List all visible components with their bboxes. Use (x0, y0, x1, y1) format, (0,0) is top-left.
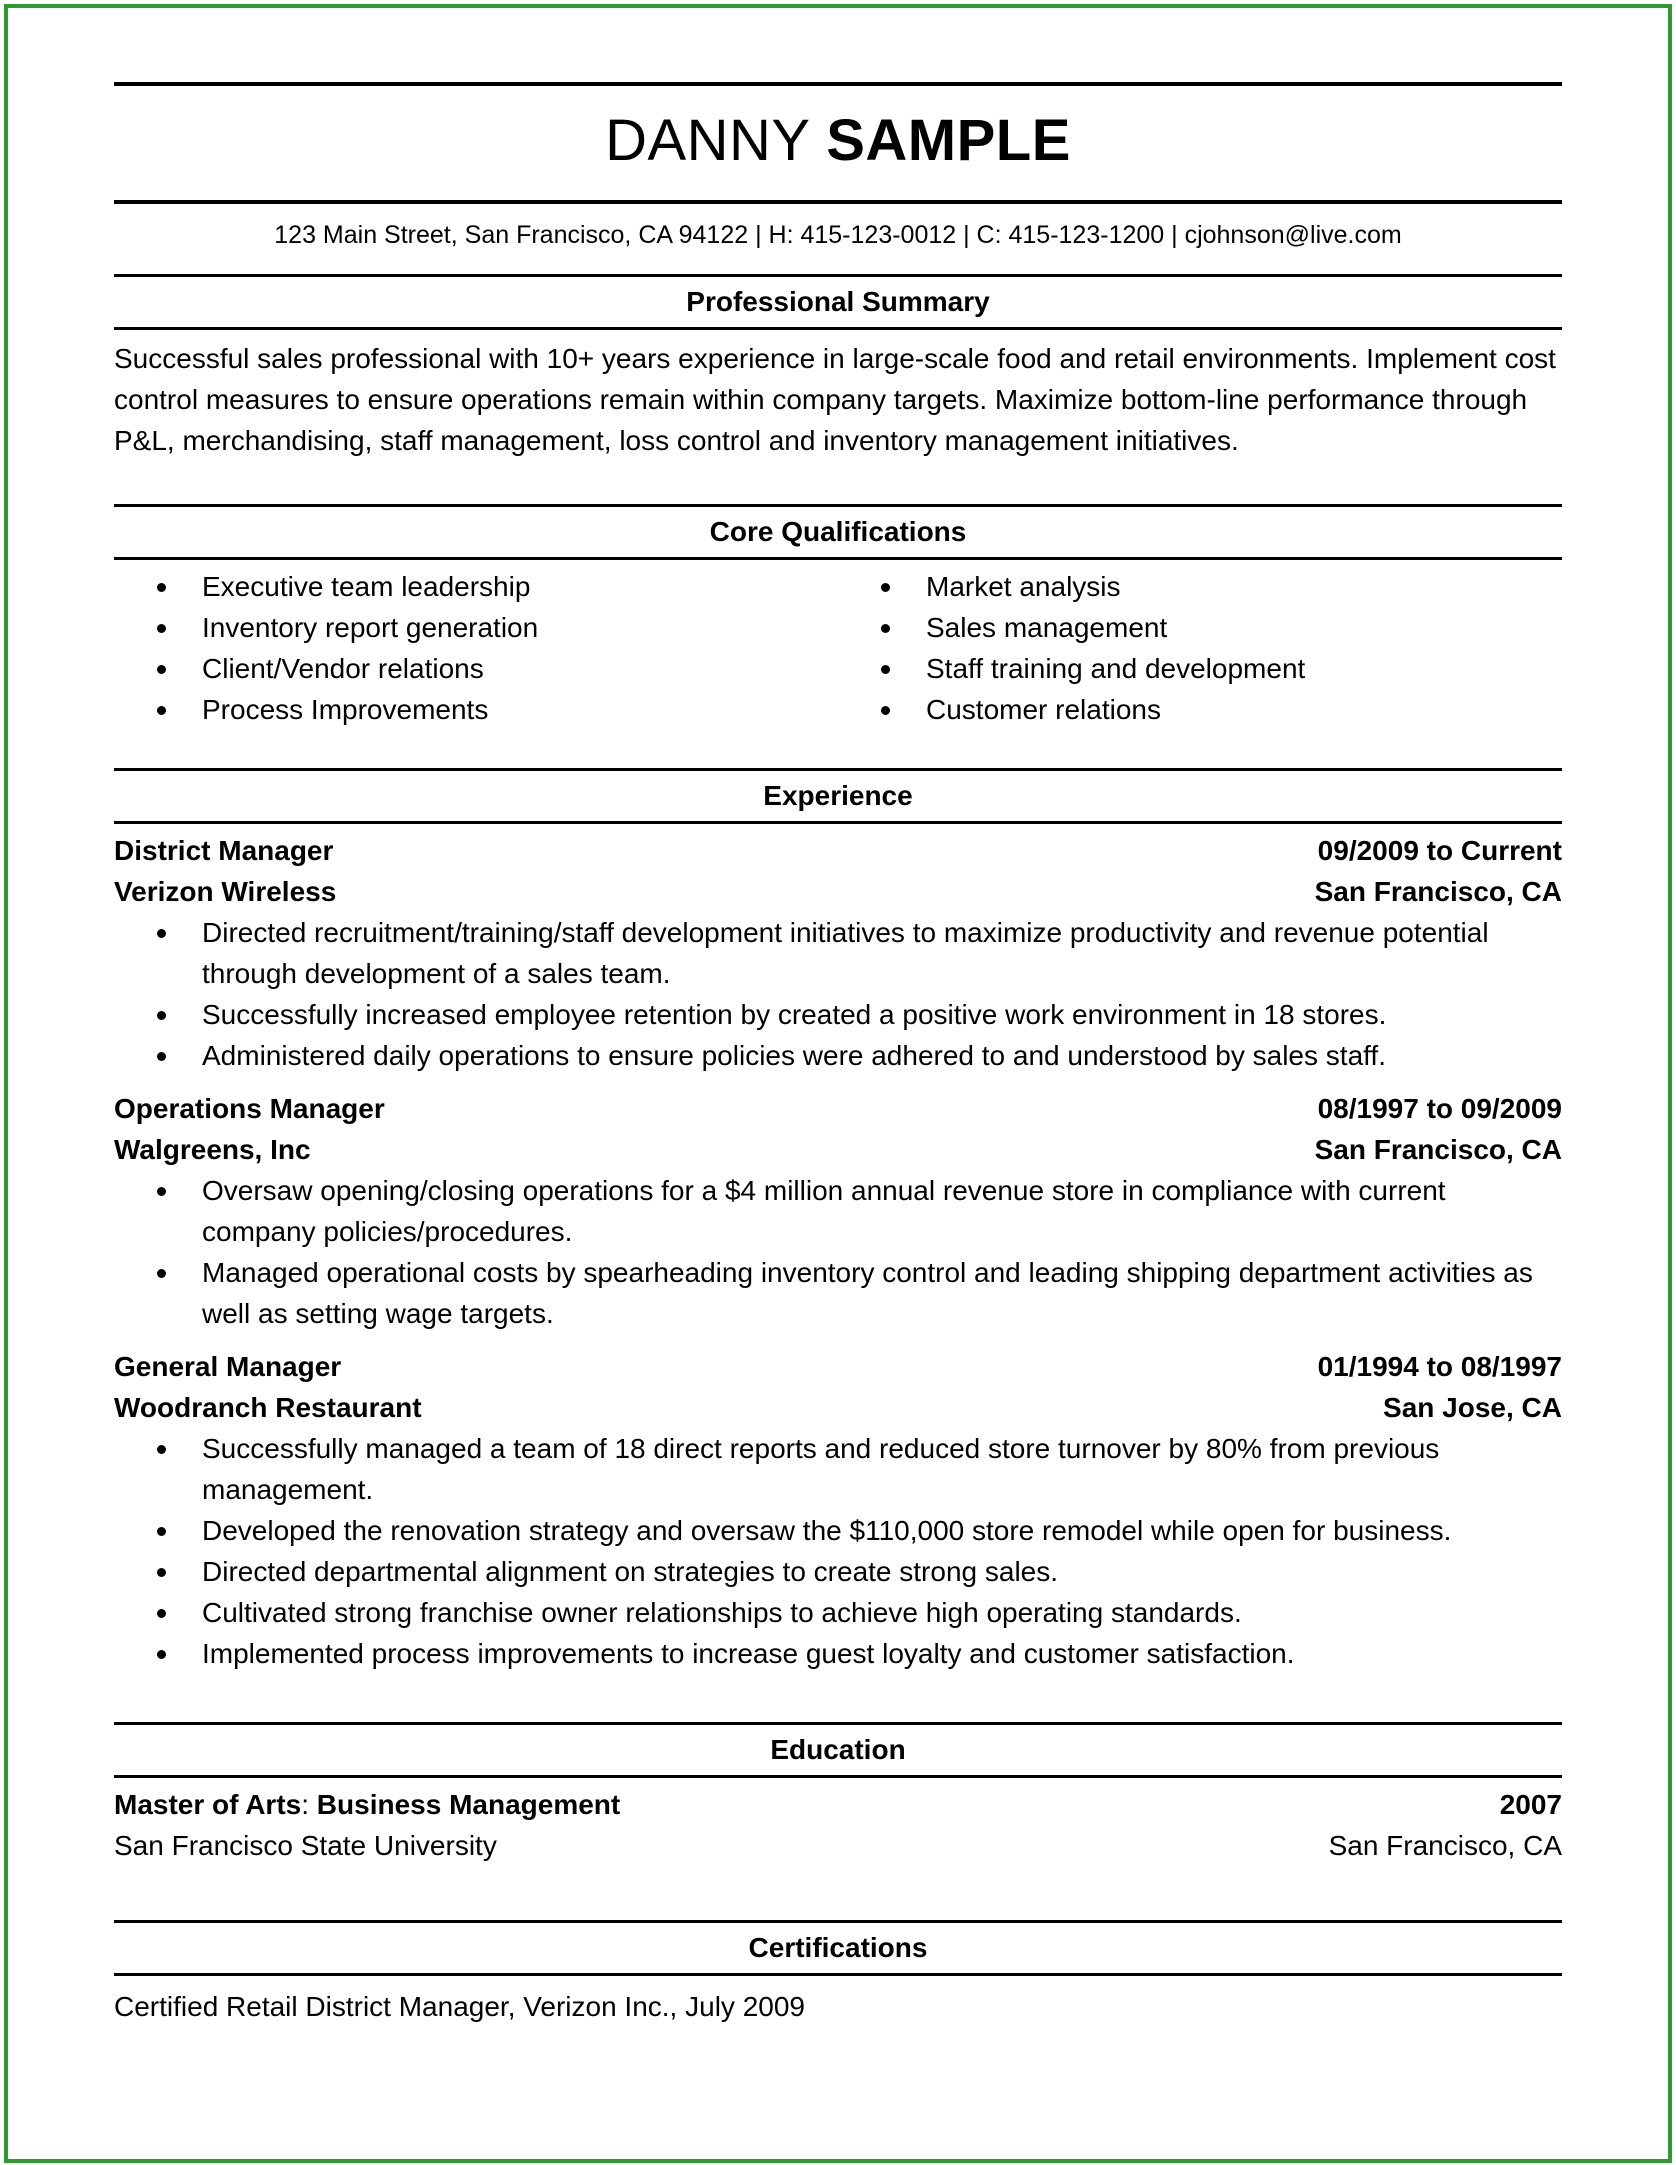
school-name: San Francisco State University (114, 1830, 497, 1861)
job-title: Operations Manager (114, 1093, 385, 1124)
job-location: San Francisco, CA (1314, 1134, 1562, 1165)
section-heading-certifications: Certifications (114, 1920, 1562, 1976)
summary-text: Successful sales professional with 10+ years experience in large-scale food and retail environments. Implement cost control measures to ensure operations remain within company targets. Maximize bottom-line performance through P&L, merchandising, staff management, loss control and inventory management initiatives. (114, 343, 1556, 456)
bullet-icon (157, 1445, 166, 1454)
bullet-icon (157, 1052, 166, 1061)
degree-separator: : (301, 1789, 310, 1820)
section-heading-summary: Professional Summary (114, 274, 1562, 330)
bullet-icon (157, 665, 166, 674)
bullet-icon (157, 624, 166, 633)
list-item: Directed departmental alignment on strategies to create strong sales. (114, 1551, 1562, 1592)
candidate-name (114, 86, 1562, 200)
bullet-icon (881, 665, 890, 674)
list-item: Market analysis (838, 566, 1562, 607)
qualifications-left (114, 566, 838, 730)
list-item: Client/Vendor relations (114, 648, 838, 689)
degree-field: Business Management (316, 1789, 621, 1820)
certification-text: Certified Retail District Manager, Verizon Inc., July 2009 (114, 1991, 805, 2022)
section-heading-experience: Experience (114, 768, 1562, 824)
qualifications-right (838, 566, 1562, 730)
list-item: Customer relations (838, 689, 1562, 730)
list-item: Managed operational costs by spearheading inventory control and leading shipping department activities as well as setting wage targets. (114, 1252, 1562, 1334)
bullet-icon (157, 1269, 166, 1278)
bullet-icon (157, 1568, 166, 1577)
job-entry (114, 1346, 1562, 1674)
graduation-year: 2007 (1499, 1789, 1562, 1820)
list-item: Implemented process improvements to increase guest loyalty and customer satisfaction. (114, 1633, 1562, 1674)
job-title: General Manager (114, 1351, 342, 1382)
bullet-icon (881, 706, 890, 715)
job-dates: 09/2009 to Current (1317, 835, 1562, 866)
job-dates: 08/1997 to 09/2009 (1317, 1093, 1562, 1124)
section-heading-qualifications: Core Qualifications (114, 504, 1562, 560)
bullet-icon (157, 1011, 166, 1020)
bullet-icon (157, 1187, 166, 1196)
degree: Master of Arts (114, 1789, 302, 1820)
list-item: Directed recruitment/training/staff development initiatives to maximize productivity and revenue potential through development of a sales team. (114, 912, 1562, 994)
list-item: Executive team leadership (114, 566, 838, 607)
section-heading-education: Education (114, 1722, 1562, 1778)
first-name: DANNY (605, 108, 810, 173)
job-company: Verizon Wireless (114, 876, 337, 907)
list-item: Process Improvements (114, 689, 838, 730)
list-item: Staff training and development (838, 648, 1562, 689)
job-entry (114, 1088, 1562, 1334)
list-item: Oversaw opening/closing operations for a $4 million annual revenue store in compliance with current company policies/procedures. (114, 1170, 1562, 1252)
job-company: Woodranch Restaurant (114, 1392, 422, 1423)
list-item: Cultivated strong franchise owner relationships to achieve high operating standards. (114, 1592, 1562, 1633)
list-item: Inventory report generation (114, 607, 838, 648)
list-item: Sales management (838, 607, 1562, 648)
bullet-icon (157, 929, 166, 938)
list-item: Administered daily operations to ensure policies were adhered to and understood by sales staff. (114, 1035, 1562, 1076)
job-title: District Manager (114, 835, 334, 866)
experience-list (114, 824, 1562, 1674)
bullet-icon (881, 583, 890, 592)
education-entry (114, 1778, 1562, 1866)
school-location: San Francisco, CA (1328, 1830, 1562, 1861)
job-location: San Francisco, CA (1314, 876, 1562, 907)
resume-page (114, 82, 1562, 2027)
list-item: Successfully increased employee retention by created a positive work environment in 18 stores. (114, 994, 1562, 1035)
last-name: SAMPLE (826, 108, 1071, 173)
bullet-icon (881, 624, 890, 633)
bullet-icon (157, 1609, 166, 1618)
bullet-icon (157, 583, 166, 592)
list-item: Developed the renovation strategy and oversaw the $110,000 store remodel while open for business. (114, 1510, 1562, 1551)
qualifications-columns (114, 560, 1562, 730)
bullet-icon (157, 706, 166, 715)
bullet-icon (157, 1527, 166, 1536)
list-item: Successfully managed a team of 18 direct reports and reduced store turnover by 80% from previous management. (114, 1428, 1562, 1510)
contact-line: 123 Main Street, San Francisco, CA 94122 | H: 415-123-0012 | C: 415-123-1200 | cjohnson@live.com (274, 221, 1402, 249)
job-company: Walgreens, Inc (114, 1134, 311, 1165)
job-location: San Jose, CA (1383, 1392, 1562, 1423)
bullet-icon (157, 1650, 166, 1659)
job-entry (114, 830, 1562, 1076)
job-dates: 01/1994 to 08/1997 (1317, 1351, 1562, 1382)
